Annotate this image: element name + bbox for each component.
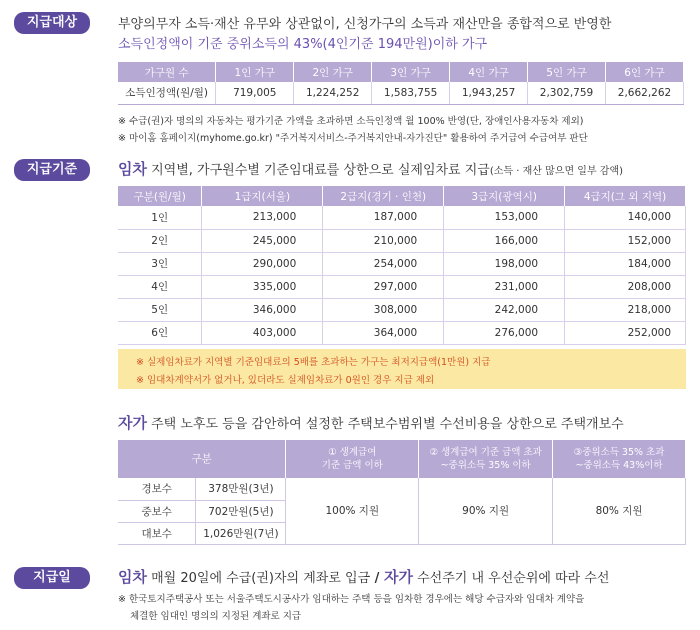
support-rate: 100% 지원 [286, 478, 419, 544]
income-value: 2,662,262 [605, 82, 683, 104]
income-header-cell: 1인 가구 [216, 62, 294, 82]
rent-value: 213,000 [202, 206, 323, 229]
rent-value: 208,000 [565, 275, 686, 298]
repair-header-line: ② 생계급여 기준 금액 초과 [429, 447, 542, 458]
table-row [118, 321, 686, 344]
rent-value: 166,000 [444, 229, 565, 252]
rent-value: 242,000 [444, 298, 565, 321]
rent-table [118, 186, 686, 345]
rent-row-label: 3인 [118, 252, 202, 275]
rent-value: 364,000 [323, 321, 444, 344]
owner-heading [118, 412, 624, 433]
income-table-row [118, 82, 684, 104]
rent-pay-label: 임차 [118, 568, 147, 586]
rent-value: 184,000 [565, 252, 686, 275]
income-header-cell: 6인 가구 [605, 62, 683, 82]
eligibility-line1: 부양의무자 소득·재산 유무와 상관없이, 신청가구의 소득과 재산만을 종합적으로 반영한 [118, 17, 612, 32]
owner-label: 자가 [118, 414, 147, 432]
income-table [118, 62, 684, 105]
table-row [118, 252, 686, 275]
income-value: 2,302,759 [528, 82, 606, 104]
income-header-cell: 2인 가구 [294, 62, 372, 82]
repair-header-line: ~중위소득 43%이하 [575, 460, 663, 471]
rent-value: 254,000 [323, 252, 444, 275]
repair-header-line: ~중위소득 35% 이하 [440, 460, 531, 471]
income-table-header [118, 62, 684, 82]
rent-value: 218,000 [565, 298, 686, 321]
rent-label: 임차 [118, 160, 147, 178]
rent-header-cell: 3급지(광역시) [444, 186, 565, 206]
rent-row-label: 1인 [118, 206, 202, 229]
criteria-heading-small: (소득 · 재산 많으면 일부 감액) [489, 166, 624, 177]
criteria-heading [118, 158, 623, 179]
rent-value: 210,000 [323, 229, 444, 252]
rent-value: 297,000 [323, 275, 444, 298]
income-row-label: 소득인정액(원/월) [118, 82, 216, 104]
eligibility-note1: ※ 수급(권)자 명의의 자동차는 평가기준 가액을 초과하면 소득인정액 월 100% 반영(단, 장애인사용자동차 제외) [118, 116, 584, 127]
rent-table-header [118, 186, 686, 206]
repair-type: 경보수 [118, 478, 196, 500]
criteria-heading-text: 지역별, 가구원수별 기준임대료를 상한으로 실제임차료 지급 [146, 163, 490, 178]
rent-row-label: 2인 [118, 229, 202, 252]
rent-row-label: 4인 [118, 275, 202, 298]
rent-header-cell: 4급지(그 외 지역) [565, 186, 686, 206]
rent-value: 335,000 [202, 275, 323, 298]
badge-eligibility: 지급대상 [14, 12, 90, 34]
eligibility-note2: ※ 마이홈 홈페이지(myhome.go.kr) "주거복지서비스-주거복지안내-자가진단" 활용하여 주거급여 수급여부 판단 [118, 133, 588, 144]
rent-value: 403,000 [202, 321, 323, 344]
warning-note2: ※ 임대차계약서가 없거나, 있더라도 실제임차료가 0원인 경우 지급 제외 [136, 375, 435, 386]
income-header-cell: 3인 가구 [372, 62, 450, 82]
rent-value: 153,000 [444, 206, 565, 229]
own-pay-text: 수선주기 내 우선순위에 따라 수선 [412, 571, 610, 586]
support-rate: 80% 지원 [553, 478, 686, 544]
repair-amount: 1,026만원(7년) [196, 522, 286, 544]
repair-type: 중보수 [118, 500, 196, 522]
own-pay-label: 자가 [383, 568, 413, 586]
repair-amount: 702만원(5년) [196, 500, 286, 522]
badge-criteria: 지급기준 [14, 159, 90, 181]
rent-row-label: 6인 [118, 321, 202, 344]
rent-value: 308,000 [323, 298, 444, 321]
eligibility-line2: 소득인정액이 기준 중위소득의 43%(4인기준 194만원)이하 가구 [118, 37, 488, 52]
repair-header-cell [286, 440, 419, 478]
rent-header-cell: 2급지(경기 · 인천) [323, 186, 444, 206]
income-header-cell: 5인 가구 [528, 62, 606, 82]
rent-value: 140,000 [565, 206, 686, 229]
warning-note1: ※ 실제임차료가 지역별 기준임대료의 5배를 초과하는 가구는 최저지급액(1만원) 지급 [136, 357, 491, 368]
repair-header-cell [553, 440, 686, 478]
repair-amount: 378만원(3년) [196, 478, 286, 500]
repair-header-line: 기준 금액 이하 [321, 460, 383, 471]
payment-note2: 체결한 임대인 명의의 지정된 계좌로 지급 [130, 611, 302, 622]
rent-header-cell: 1급지(서울) [202, 186, 323, 206]
rent-value: 290,000 [202, 252, 323, 275]
payment-line [118, 566, 609, 587]
income-header-cell: 4인 가구 [450, 62, 528, 82]
table-row [118, 206, 686, 229]
income-value: 1,943,257 [450, 82, 528, 104]
rent-value: 346,000 [202, 298, 323, 321]
rent-pay-text: 매월 20일에 수급(권)자의 계좌로 입금 [146, 571, 371, 586]
repair-header-cell: 구분 [118, 440, 286, 478]
table-row [118, 229, 686, 252]
payment-note1: ※ 한국토지주택공사 또는 서울주택도시공사가 임대하는 주택 등을 임차한 경우에는 해당 수급자와 임대차 계약을 [118, 594, 585, 605]
repair-type: 대보수 [118, 522, 196, 544]
rent-value: 276,000 [444, 321, 565, 344]
rent-value: 245,000 [202, 229, 323, 252]
badge-payment-date: 지급일 [14, 567, 90, 589]
rent-value: 231,000 [444, 275, 565, 298]
income-value: 1,583,755 [372, 82, 450, 104]
repair-table [118, 440, 686, 545]
rent-row-label: 5인 [118, 298, 202, 321]
rent-value: 252,000 [565, 321, 686, 344]
rent-value: 152,000 [565, 229, 686, 252]
rent-value: 187,000 [323, 206, 444, 229]
income-header-cell: 가구원 수 [118, 62, 216, 82]
repair-header-cell [419, 440, 553, 478]
income-value: 1,224,252 [294, 82, 372, 104]
rent-header-cell: 구분(원/월) [118, 186, 202, 206]
table-row [118, 275, 686, 298]
table-row [118, 298, 686, 321]
payment-separator: / [370, 571, 384, 586]
table-row [118, 478, 686, 500]
rent-value: 198,000 [444, 252, 565, 275]
repair-header-line: ① 생계급여 [328, 447, 377, 458]
owner-heading-text: 주택 노후도 등을 감안하여 설정한 주택보수범위별 수선비용을 상한으로 주택개보수 [146, 417, 624, 432]
repair-table-header [118, 440, 686, 478]
support-rate: 90% 지원 [419, 478, 553, 544]
income-value: 719,005 [216, 82, 294, 104]
repair-header-line: ③중위소득 35% 초과 [573, 447, 665, 458]
